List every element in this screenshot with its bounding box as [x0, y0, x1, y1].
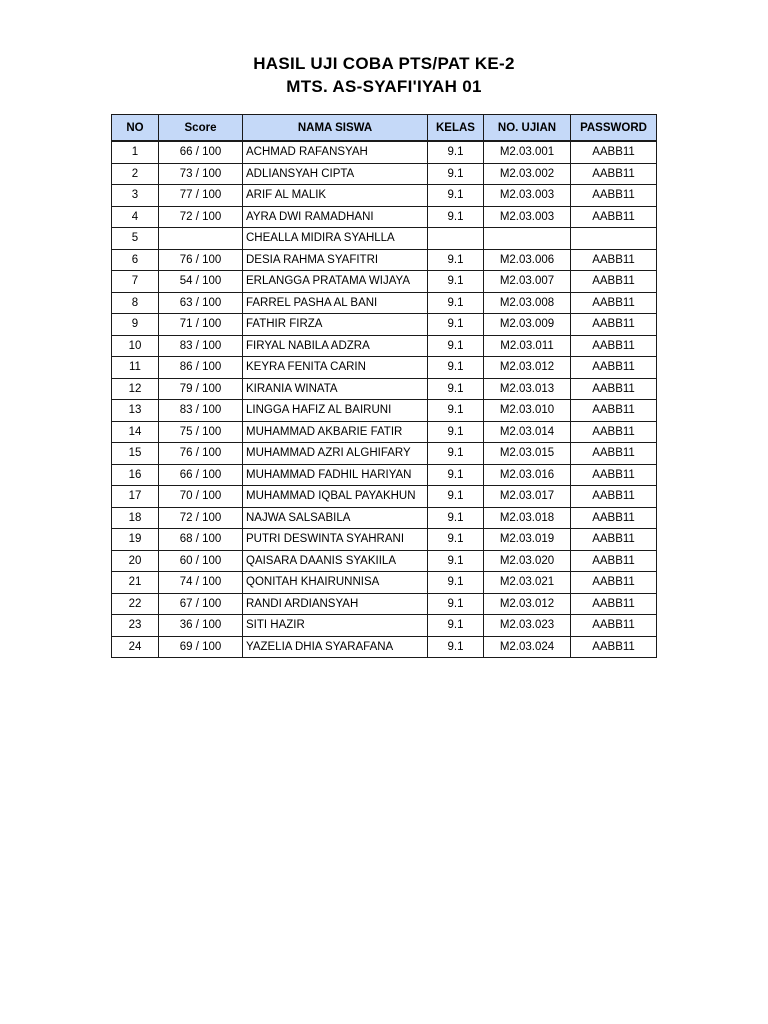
cell-kelas: 9.1 [428, 572, 484, 594]
cell-no-ujian: M2.03.014 [484, 421, 571, 443]
cell-score: 83 / 100 [159, 400, 243, 422]
cell-no: 15 [112, 443, 159, 465]
cell-no-ujian: M2.03.016 [484, 464, 571, 486]
cell-no: 13 [112, 400, 159, 422]
cell-kelas: 9.1 [428, 507, 484, 529]
cell-kelas: 9.1 [428, 141, 484, 163]
cell-no-ujian: M2.03.024 [484, 636, 571, 658]
cell-no: 21 [112, 572, 159, 594]
cell-score: 71 / 100 [159, 314, 243, 336]
cell-no: 19 [112, 529, 159, 551]
cell-password: AABB11 [571, 249, 657, 271]
cell-kelas: 9.1 [428, 271, 484, 293]
cell-nama-siswa: RANDI ARDIANSYAH [243, 593, 428, 615]
cell-score: 74 / 100 [159, 572, 243, 594]
table-row [112, 271, 657, 293]
cell-password: AABB11 [571, 615, 657, 637]
cell-nama-siswa: FARREL PASHA AL BANI [243, 292, 428, 314]
cell-no-ujian [484, 228, 571, 250]
cell-nama-siswa: QAISARA DAANIS SYAKIILA [243, 550, 428, 572]
cell-no: 12 [112, 378, 159, 400]
column-header-no-ujian: NO. UJIAN [484, 115, 571, 142]
table-row [112, 507, 657, 529]
cell-no: 17 [112, 486, 159, 508]
cell-kelas: 9.1 [428, 443, 484, 465]
table-header-row [112, 115, 657, 142]
table-row [112, 141, 657, 163]
cell-score: 70 / 100 [159, 486, 243, 508]
table-row [112, 486, 657, 508]
document-header [0, 52, 768, 98]
cell-score: 66 / 100 [159, 141, 243, 163]
table-row [112, 400, 657, 422]
cell-nama-siswa: AYRA DWI RAMADHANI [243, 206, 428, 228]
cell-score: 72 / 100 [159, 206, 243, 228]
cell-password: AABB11 [571, 486, 657, 508]
cell-no-ujian: M2.03.007 [484, 271, 571, 293]
cell-no-ujian: M2.03.003 [484, 185, 571, 207]
cell-score: 76 / 100 [159, 249, 243, 271]
cell-no-ujian: M2.03.008 [484, 292, 571, 314]
cell-no: 20 [112, 550, 159, 572]
cell-score: 68 / 100 [159, 529, 243, 551]
cell-kelas: 9.1 [428, 185, 484, 207]
column-header-nama-siswa: NAMA SISWA [243, 115, 428, 142]
column-header-kelas: KELAS [428, 115, 484, 142]
cell-kelas: 9.1 [428, 636, 484, 658]
cell-no: 1 [112, 141, 159, 163]
cell-kelas: 9.1 [428, 464, 484, 486]
cell-no: 5 [112, 228, 159, 250]
cell-no-ujian: M2.03.009 [484, 314, 571, 336]
table-row [112, 292, 657, 314]
cell-password: AABB11 [571, 421, 657, 443]
cell-no: 18 [112, 507, 159, 529]
table-row [112, 249, 657, 271]
results-table [111, 114, 657, 658]
cell-no-ujian: M2.03.011 [484, 335, 571, 357]
cell-score: 72 / 100 [159, 507, 243, 529]
cell-no-ujian: M2.03.003 [484, 206, 571, 228]
cell-nama-siswa: MUHAMMAD AZRI ALGHIFARY [243, 443, 428, 465]
cell-kelas: 9.1 [428, 421, 484, 443]
cell-no: 11 [112, 357, 159, 379]
cell-nama-siswa: ADLIANSYAH CIPTA [243, 163, 428, 185]
table-row [112, 421, 657, 443]
cell-password: AABB11 [571, 593, 657, 615]
cell-no-ujian: M2.03.015 [484, 443, 571, 465]
cell-nama-siswa: FATHIR FIRZA [243, 314, 428, 336]
cell-password: AABB11 [571, 529, 657, 551]
table-row [112, 378, 657, 400]
cell-nama-siswa: MUHAMMAD IQBAL PAYAKHUN [243, 486, 428, 508]
cell-kelas: 9.1 [428, 335, 484, 357]
cell-nama-siswa: NAJWA SALSABILA [243, 507, 428, 529]
cell-kelas: 9.1 [428, 486, 484, 508]
cell-password: AABB11 [571, 163, 657, 185]
cell-password: AABB11 [571, 636, 657, 658]
cell-password: AABB11 [571, 292, 657, 314]
cell-no-ujian: M2.03.010 [484, 400, 571, 422]
cell-nama-siswa: YAZELIA DHIA SYARAFANA [243, 636, 428, 658]
cell-no: 23 [112, 615, 159, 637]
table-row [112, 185, 657, 207]
cell-score: 60 / 100 [159, 550, 243, 572]
table-row [112, 206, 657, 228]
table-row [112, 550, 657, 572]
cell-kelas: 9.1 [428, 249, 484, 271]
cell-no: 6 [112, 249, 159, 271]
cell-no: 10 [112, 335, 159, 357]
cell-password: AABB11 [571, 271, 657, 293]
cell-score: 66 / 100 [159, 464, 243, 486]
cell-no-ujian: M2.03.012 [484, 357, 571, 379]
table-body [112, 141, 657, 658]
cell-score: 63 / 100 [159, 292, 243, 314]
cell-kelas: 9.1 [428, 378, 484, 400]
cell-score: 54 / 100 [159, 271, 243, 293]
table-row [112, 357, 657, 379]
cell-nama-siswa: ERLANGGA PRATAMA WIJAYA [243, 271, 428, 293]
cell-password: AABB11 [571, 400, 657, 422]
cell-nama-siswa: DESIA RAHMA SYAFITRI [243, 249, 428, 271]
table-row [112, 228, 657, 250]
cell-password [571, 228, 657, 250]
cell-password: AABB11 [571, 335, 657, 357]
table-row [112, 615, 657, 637]
cell-no-ujian: M2.03.002 [484, 163, 571, 185]
cell-no: 8 [112, 292, 159, 314]
cell-kelas: 9.1 [428, 593, 484, 615]
cell-no-ujian: M2.03.001 [484, 141, 571, 163]
cell-no: 16 [112, 464, 159, 486]
cell-nama-siswa: PUTRI DESWINTA SYAHRANI [243, 529, 428, 551]
cell-score: 36 / 100 [159, 615, 243, 637]
cell-score: 73 / 100 [159, 163, 243, 185]
cell-kelas: 9.1 [428, 357, 484, 379]
table-row [112, 464, 657, 486]
cell-no-ujian: M2.03.018 [484, 507, 571, 529]
table-row [112, 572, 657, 594]
cell-password: AABB11 [571, 357, 657, 379]
cell-nama-siswa: KEYRA FENITA CARIN [243, 357, 428, 379]
cell-no: 3 [112, 185, 159, 207]
cell-no: 24 [112, 636, 159, 658]
table-row [112, 335, 657, 357]
cell-nama-siswa: FIRYAL NABILA ADZRA [243, 335, 428, 357]
cell-password: AABB11 [571, 550, 657, 572]
cell-nama-siswa: MUHAMMAD AKBARIE FATIR [243, 421, 428, 443]
cell-no: 22 [112, 593, 159, 615]
column-header-score: Score [159, 115, 243, 142]
cell-password: AABB11 [571, 378, 657, 400]
cell-score: 77 / 100 [159, 185, 243, 207]
cell-score: 69 / 100 [159, 636, 243, 658]
cell-nama-siswa: ACHMAD RAFANSYAH [243, 141, 428, 163]
cell-kelas: 9.1 [428, 550, 484, 572]
cell-score [159, 228, 243, 250]
cell-password: AABB11 [571, 507, 657, 529]
cell-kelas: 9.1 [428, 615, 484, 637]
cell-kelas: 9.1 [428, 529, 484, 551]
cell-score: 86 / 100 [159, 357, 243, 379]
table-row [112, 443, 657, 465]
table-row [112, 636, 657, 658]
cell-kelas: 9.1 [428, 163, 484, 185]
school-name: MTS. AS-SYAFI'IYAH 01 [286, 77, 482, 96]
cell-score: 83 / 100 [159, 335, 243, 357]
table-row [112, 314, 657, 336]
table-row [112, 529, 657, 551]
cell-password: AABB11 [571, 206, 657, 228]
cell-password: AABB11 [571, 443, 657, 465]
cell-kelas: 9.1 [428, 400, 484, 422]
column-header-no: NO [112, 115, 159, 142]
cell-nama-siswa: CHEALLA MIDIRA SYAHLLA [243, 228, 428, 250]
cell-no-ujian: M2.03.023 [484, 615, 571, 637]
cell-password: AABB11 [571, 314, 657, 336]
cell-nama-siswa: SITI HAZIR [243, 615, 428, 637]
cell-no: 7 [112, 271, 159, 293]
cell-password: AABB11 [571, 141, 657, 163]
cell-kelas: 9.1 [428, 206, 484, 228]
cell-no: 9 [112, 314, 159, 336]
cell-nama-siswa: KIRANIA WINATA [243, 378, 428, 400]
cell-score: 76 / 100 [159, 443, 243, 465]
cell-no-ujian: M2.03.020 [484, 550, 571, 572]
cell-no-ujian: M2.03.017 [484, 486, 571, 508]
cell-no: 4 [112, 206, 159, 228]
cell-no-ujian: M2.03.006 [484, 249, 571, 271]
cell-no-ujian: M2.03.013 [484, 378, 571, 400]
cell-no: 14 [112, 421, 159, 443]
cell-nama-siswa: ARIF AL MALIK [243, 185, 428, 207]
cell-score: 67 / 100 [159, 593, 243, 615]
cell-password: AABB11 [571, 464, 657, 486]
cell-nama-siswa: MUHAMMAD FADHIL HARIYAN [243, 464, 428, 486]
cell-no-ujian: M2.03.019 [484, 529, 571, 551]
cell-no-ujian: M2.03.012 [484, 593, 571, 615]
page-title: HASIL UJI COBA PTS/PAT KE-2 [253, 54, 515, 73]
cell-password: AABB11 [571, 572, 657, 594]
cell-kelas: 9.1 [428, 292, 484, 314]
column-header-password: PASSWORD [571, 115, 657, 142]
cell-nama-siswa: LINGGA HAFIZ AL BAIRUNI [243, 400, 428, 422]
cell-kelas: 9.1 [428, 314, 484, 336]
cell-no: 2 [112, 163, 159, 185]
cell-score: 75 / 100 [159, 421, 243, 443]
cell-kelas [428, 228, 484, 250]
cell-no-ujian: M2.03.021 [484, 572, 571, 594]
table-row [112, 163, 657, 185]
cell-password: AABB11 [571, 185, 657, 207]
cell-score: 79 / 100 [159, 378, 243, 400]
table-row [112, 593, 657, 615]
cell-nama-siswa: QONITAH KHAIRUNNISA [243, 572, 428, 594]
